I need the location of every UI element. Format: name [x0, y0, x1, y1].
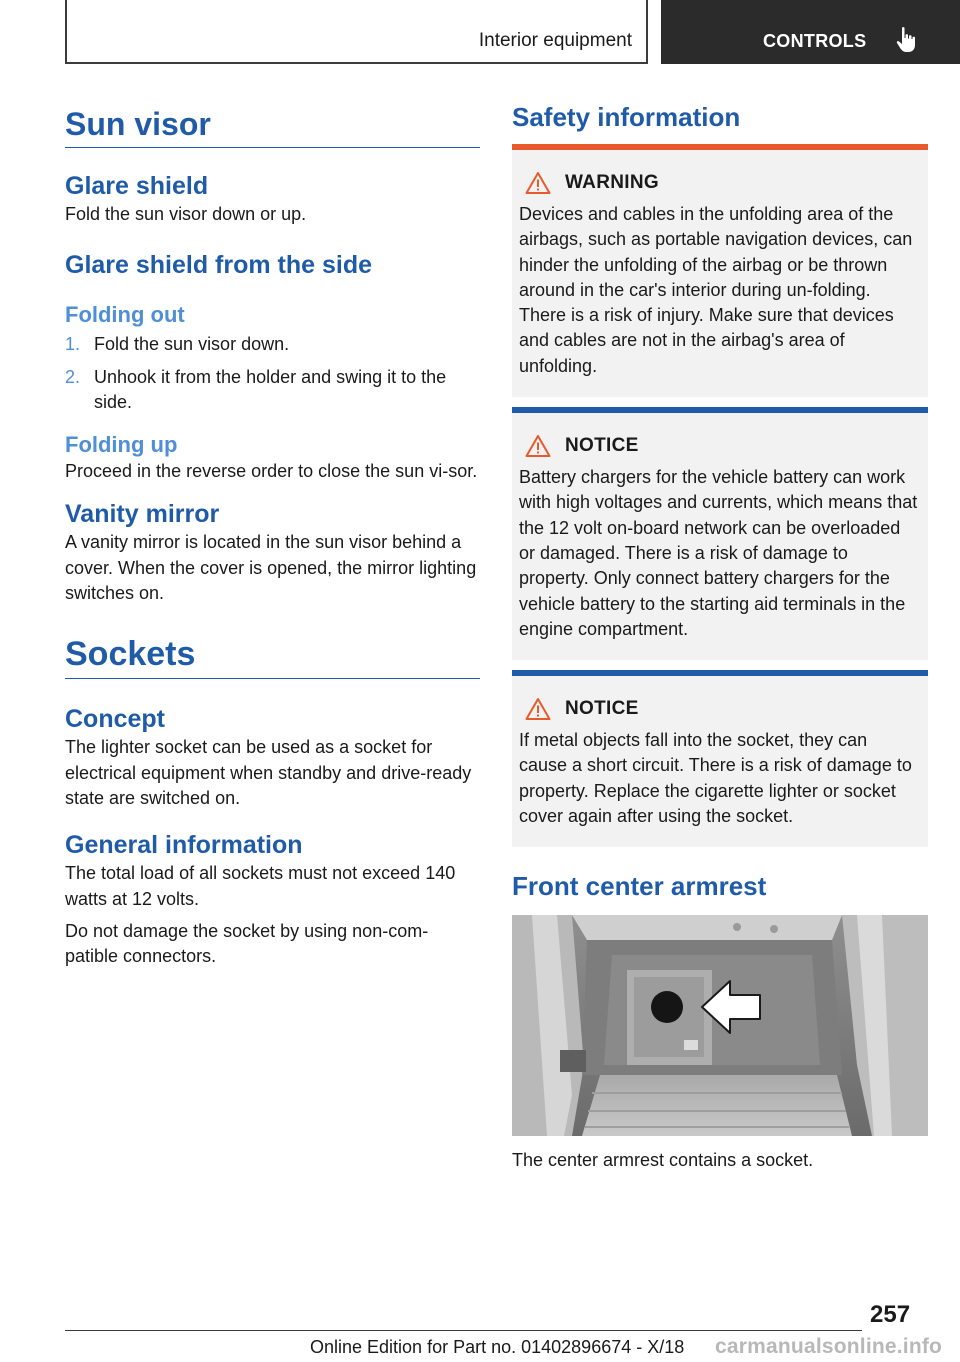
- notice-title: NOTICE: [565, 435, 639, 457]
- concept-text: The lighter socket can be used as a socket for electrical equipment when standby and drive-ready state are switched on.: [65, 737, 472, 808]
- general-info-text-1: The total load of all sockets must not exceed 140 watts at 12 volts.: [65, 863, 456, 909]
- notice-box: [512, 407, 928, 660]
- step-text: Fold the sun visor down.: [94, 334, 290, 355]
- step-number: 2.: [65, 366, 81, 387]
- notice-box: [512, 670, 928, 847]
- header-section-title: Interior equipment: [478, 30, 632, 51]
- warning-triangle-icon: [525, 697, 551, 721]
- right-column: [512, 100, 928, 1174]
- step-number: 1.: [65, 334, 81, 355]
- heading-sockets: Sockets: [65, 635, 196, 674]
- page-number: 257: [870, 1301, 911, 1328]
- step-text: Unhook it from the holder and swing it to the side.: [94, 366, 447, 412]
- warning-triangle-icon: [525, 171, 551, 195]
- notice-text: Devices and cables in the unfolding area of the airbags, such as portable navigation devices, can hinder the unfolding of the airbag or be thrown around in the car's interior during un-folding. There is a risk of injury. Make sure that devices and cables are not in the airbag's area of unfolding.: [519, 204, 913, 376]
- header-section-tab: [65, 0, 648, 64]
- heading-sun-visor: Sun visor: [65, 106, 211, 142]
- notice-header: [519, 170, 920, 196]
- list-item: [65, 332, 480, 357]
- heading-rule: [65, 147, 480, 148]
- heading-front-center-armrest: Front center armrest: [512, 871, 767, 902]
- heading-general-information: General information: [65, 831, 303, 860]
- footer-watermark: carmanualsonline.info: [715, 1335, 943, 1358]
- left-column: [65, 100, 480, 969]
- notice-header: [519, 696, 920, 722]
- armrest-caption: The center armrest contains a socket.: [512, 1150, 814, 1171]
- notice-text: If metal objects fall into the socket, they can cause a short circuit. There is a risk of damage to property. Replace the cigarette lighter or socket cover again after using the socket.: [519, 730, 912, 827]
- heading-safety-information: Safety information: [512, 102, 741, 132]
- folding-out-steps: [65, 332, 480, 415]
- vanity-mirror-text: A vanity mirror is located in the sun visor behind a cover. When the cover is opened, the mirror lighting switches on.: [65, 532, 477, 604]
- heading-glare-shield-side: Glare shield from the side: [65, 251, 373, 280]
- glare-shield-text: Fold the sun visor down or up.: [65, 204, 307, 224]
- footer-rule: [65, 1330, 862, 1331]
- heading-vanity-mirror: Vanity mirror: [65, 500, 220, 529]
- notice-header: [519, 433, 920, 459]
- armrest-photo: [512, 915, 928, 1136]
- footer-edition: Online Edition for Part no. 01402896674 - X/18: [310, 1337, 685, 1357]
- warning-box: [512, 144, 928, 397]
- warning-triangle-icon: [525, 434, 551, 458]
- heading-glare-shield: Glare shield: [65, 172, 209, 200]
- heading-rule: [65, 678, 480, 679]
- header-chapter-title: CONTROLS: [763, 31, 867, 51]
- folding-up-text: Proceed in the reverse order to close the sun vi-sor.: [65, 461, 478, 482]
- hand-pointer-icon: [895, 26, 919, 54]
- general-info-text-2: Do not damage the socket by using non-com-patible connectors.: [65, 920, 429, 967]
- notice-text: Battery chargers for the vehicle battery can work with high voltages and currents, which means that the 12 volt on-board network can be overloaded or damaged. There is a risk of damage to property. Only connect battery chargers for the vehicle battery to the starting aid terminals in the engine compartment.: [519, 467, 918, 639]
- header-chapter-tab: [661, 0, 960, 64]
- notice-title: WARNING: [565, 172, 659, 193]
- notice-title: NOTICE: [565, 698, 639, 720]
- list-item: [65, 365, 480, 416]
- heading-concept: Concept: [65, 705, 165, 734]
- heading-folding-out: Folding out: [65, 302, 185, 328]
- heading-folding-up: Folding up: [65, 432, 178, 458]
